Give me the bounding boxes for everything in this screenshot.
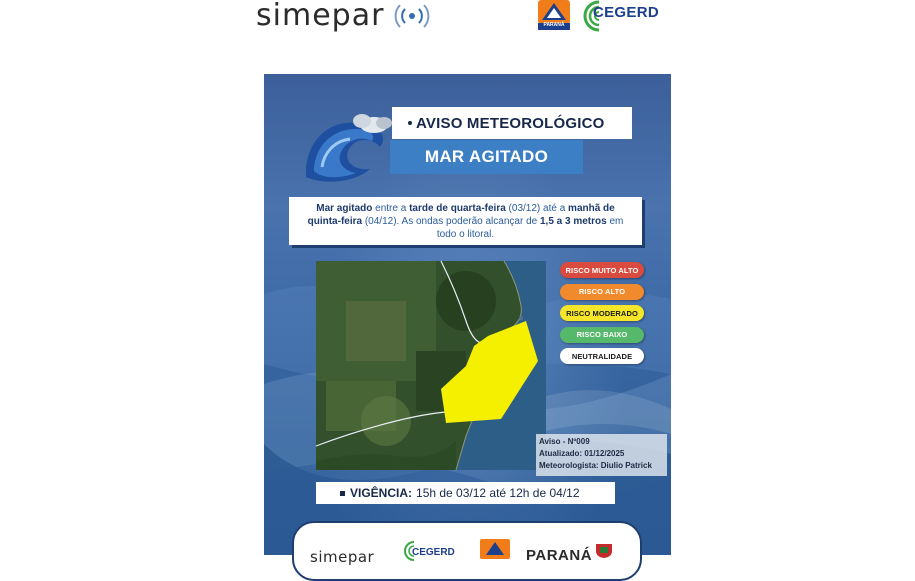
warning-description	[289, 197, 642, 245]
weather-warning-poster	[264, 74, 671, 566]
legend-label: RISCO ALTO	[578, 287, 626, 296]
poster-title-text: AVISO METEOROLÓGICO	[416, 114, 605, 132]
cegerd-logo	[583, 0, 663, 32]
cegerd-logo-text: CEGERD	[593, 4, 659, 21]
simepar-logo	[256, 0, 471, 32]
footer-parana-shield-icon	[594, 543, 614, 559]
legend-label: RISCO MODERADO	[566, 308, 638, 318]
poster-subtitle	[390, 140, 583, 174]
footer-cegerd-text: CEGERD	[412, 547, 455, 558]
validity-value: 15h de 03/12 até 12h de 04/12	[416, 486, 580, 500]
updated-date: Atualizado: 01/12/2025	[539, 449, 625, 458]
warning-info	[536, 434, 667, 476]
satellite-map-image	[316, 261, 546, 470]
defesa-civil-logo	[535, 0, 573, 30]
legend-risco-muito-alto	[560, 262, 644, 278]
desc-part-4: (03/12) até a	[505, 203, 569, 214]
legend-label: RISCO BAIXO	[576, 330, 628, 339]
validity-bullet-icon	[340, 491, 345, 496]
poster-subtitle-text: MAR AGITADO	[424, 147, 549, 166]
title-bullet-icon	[408, 121, 412, 125]
validity-label: VIGÊNCIA:	[350, 486, 413, 500]
desc-part-1: Mar agitado	[316, 203, 373, 214]
coastal-risk-map	[316, 261, 546, 470]
risk-legend	[560, 262, 644, 370]
legend-risco-alto	[560, 284, 644, 300]
legend-neutralidade	[560, 348, 644, 364]
poster-title	[392, 107, 632, 139]
footer-defesa-civil-icon	[480, 539, 510, 559]
aviso-number: Aviso - Nº009	[539, 437, 590, 446]
desc-part-3: tarde de quarta-feira	[409, 203, 506, 214]
wave-icon	[300, 107, 400, 185]
desc-part-2: entre a	[372, 203, 410, 214]
footer-simepar-logo: simepar	[310, 548, 375, 566]
legend-risco-moderado	[560, 305, 644, 321]
validity-bar	[316, 482, 615, 504]
desc-part-5: manhã de quinta-feira	[307, 203, 615, 227]
footer-parana-logo: PARANÁ	[526, 547, 593, 564]
meteorologist: Meteorologista: Diulio Patrick	[539, 461, 652, 470]
radar-rings-icon	[392, 1, 432, 31]
legend-label: NEUTRALIDADE	[571, 351, 633, 361]
legend-risco-baixo	[560, 327, 644, 343]
footer-logos	[292, 521, 642, 581]
legend-label: RISCO MUITO ALTO	[565, 265, 639, 275]
defesa-civil-caption: PARANÁ	[543, 22, 565, 28]
desc-part-7: 1,5 a 3 metros	[539, 216, 607, 227]
desc-part-6: (04/12). As ondas poderão alcançar de	[362, 216, 540, 227]
desc-part-8: em todo o litoral.	[436, 216, 624, 240]
simepar-logo-text: simepar	[256, 0, 385, 33]
